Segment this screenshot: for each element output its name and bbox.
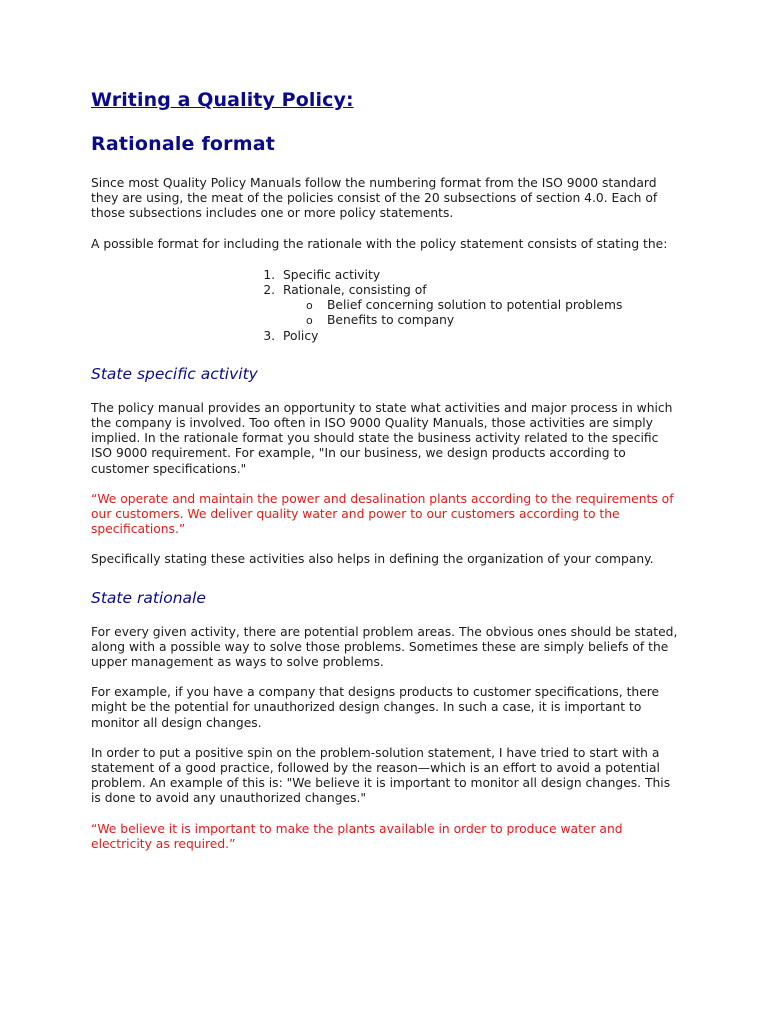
format-list [91,268,681,344]
format-list-item-label: Policy [283,328,319,343]
format-list-item-label: Specific activity [283,267,381,282]
rationale-sub-list [283,298,681,328]
rationale-paragraph-1: For every given activity, there are potential problem areas. The obvious ones should be stated, along with a possible way to solve those problems. Sometimes these are simply beliefs of the upper management as ways to solve problems. [91,624,678,670]
activity-paragraph-2: Specifically stating these activities also helps in defining the organization of your company. [91,552,654,567]
circle-bullet-icon: o [306,299,313,313]
rationale-quote: “We believe it is important to make the plants available in order to produce water and electricity as required.” [91,821,623,851]
format-list-item [279,283,681,329]
section-heading-activity: State specific activity [91,364,258,383]
rationale-paragraph-3: In order to put a positive spin on the problem-solution statement, I have tried to start with a statement of a good practice, followed by the reason—which is an effort to avoid a potential problem. An example of this is: "We believe it is important to monitor all design changes. This is done to avoid any unauthorized changes." [91,745,671,806]
format-list-item-label: Rationale, consisting of [283,283,427,298]
rationale-paragraph-2: For example, if you have a company that designs products to customer specifications, there might be the potential for unauthorized design changes. In such a case, it is important to monitor all design changes. [91,685,660,730]
rationale-sub-item-label: Benefits to company [327,313,455,328]
intro-paragraph-2: A possible format for including the rationale with the policy statement consists of stating the: [91,236,668,251]
rationale-sub-item [306,298,681,313]
format-list-item [279,268,681,283]
page-subtitle: Rationale format [91,133,276,155]
activity-quote: “We operate and maintain the power and desalination plants according to the requirements of our customers. We deliver quality water and power to our customers according to the specifications.” [91,491,674,537]
circle-bullet-icon: o [306,314,313,328]
intro-paragraph-1: Since most Quality Policy Manuals follow the numbering format from the ISO 9000 standard they are using, the meat of the policies consist of the 20 subsections of section 4.0. Each of those subsections includes one or more policy statements. [91,176,658,221]
format-list-item [279,329,681,344]
section-heading-rationale: State rationale [91,588,206,607]
rationale-sub-item-label: Belief concerning solution to potential problems [327,298,623,313]
rationale-sub-item [306,313,681,328]
activity-paragraph-1: The policy manual provides an opportunity to state what activities and major process in which the company is involved. Too often in ISO 9000 Quality Manuals, those activities are simply implied. In the rationale format you should state the business activity related to the specific ISO 9000 requirement. For example, "In our business, we design products according to customer specifications." [91,400,673,476]
page-title: Writing a Quality Policy: [91,89,354,111]
document-page [91,88,681,852]
